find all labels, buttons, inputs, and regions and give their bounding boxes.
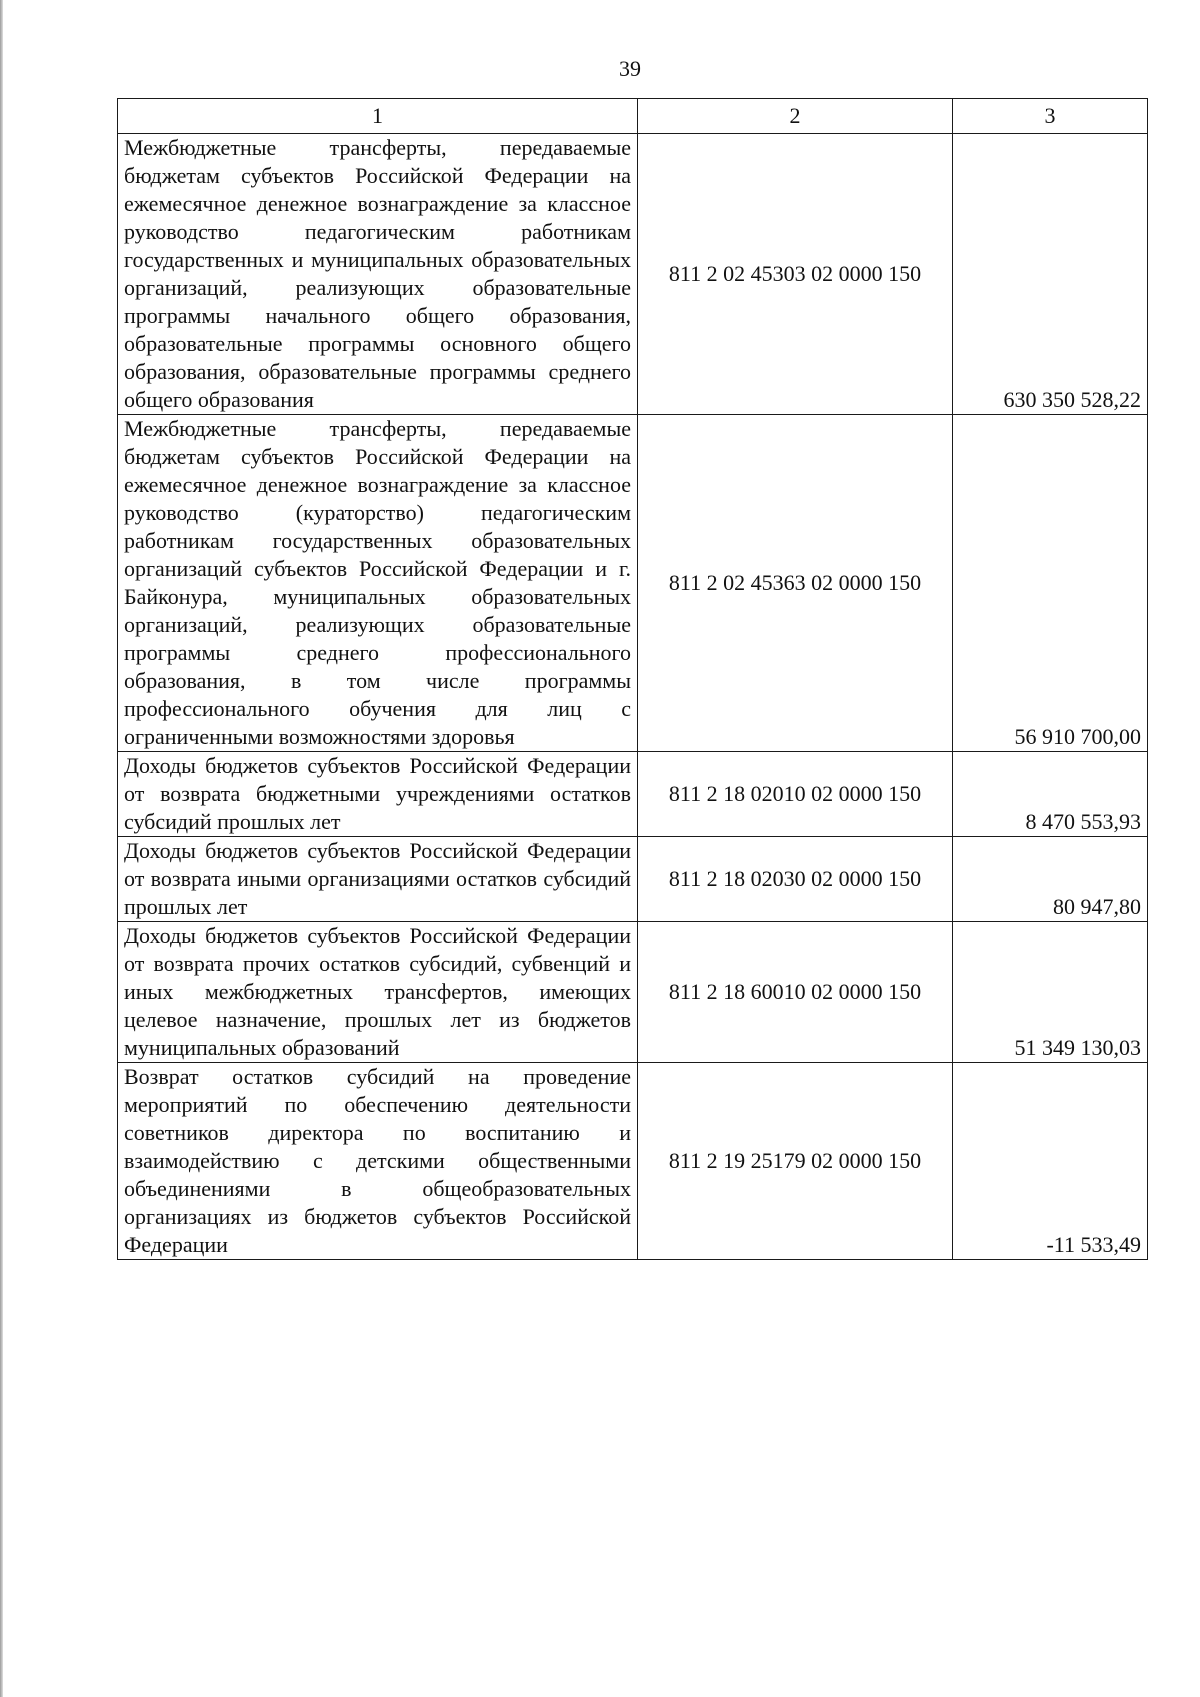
table-row <box>118 837 1148 922</box>
table-row <box>118 922 1148 1063</box>
row-amount: -11 533,49 <box>953 1063 1148 1260</box>
scan-edge <box>0 0 3 1697</box>
row-amount: 51 349 130,03 <box>953 922 1148 1063</box>
row-code: 811 2 18 02010 02 0000 150 <box>638 752 953 837</box>
table-row <box>118 752 1148 837</box>
revenue-table <box>117 98 1148 1260</box>
column-header-1: 1 <box>118 99 638 134</box>
table-row <box>118 1063 1148 1260</box>
row-description: Доходы бюджетов субъектов Российской Федерации от возврата прочих остатков субсидий, субвенций и иных межбюджетных трансфертов, имеющих целевое назначение, прошлых лет из бюджетов муниципальных образований <box>118 922 638 1063</box>
row-description: Межбюджетные трансферты, передаваемые бюджетам субъектов Российской Федерации на ежемесячное денежное вознаграждение за классное руководство педагогическим работникам государственных и муниципальных образовательных организаций, реализующих образовательные программы начального общего образования, образовательные программы основного общего образования, образовательные программы среднего общего образования <box>118 134 638 415</box>
row-amount: 8 470 553,93 <box>953 752 1148 837</box>
row-description: Межбюджетные трансферты, передаваемые бюджетам субъектов Российской Федерации на ежемесячное денежное вознаграждение за классное руководство (кураторство) педагогическим работникам государственных образовательных организаций субъектов Российской Федерации и г. Байконура, муниципальных образовательных организаций, реализующих образовательные программы среднего профессионального образования, в том числе программы профессионального обучения для лиц с ограниченными возможностями здоровья <box>118 415 638 752</box>
row-description: Доходы бюджетов субъектов Российской Федерации от возврата иными организациями остатков субсидий прошлых лет <box>118 837 638 922</box>
row-code: 811 2 18 02030 02 0000 150 <box>638 837 953 922</box>
row-description: Возврат остатков субсидий на проведение мероприятий по обеспечению деятельности советников директора по воспитанию и взаимодействию с детскими общественными объединениями в общеобразовательных организациях из бюджетов субъектов Российской Федерации <box>118 1063 638 1260</box>
row-amount: 630 350 528,22 <box>953 134 1148 415</box>
row-amount: 80 947,80 <box>953 837 1148 922</box>
table-header-row <box>118 99 1148 134</box>
page-number: 39 <box>619 56 641 81</box>
row-code: 811 2 02 45303 02 0000 150 <box>638 134 953 415</box>
column-header-2: 2 <box>638 99 953 134</box>
table-row <box>118 415 1148 752</box>
table-row <box>118 134 1148 415</box>
row-description: Доходы бюджетов субъектов Российской Федерации от возврата бюджетными учреждениями остатков субсидий прошлых лет <box>118 752 638 837</box>
column-header-3: 3 <box>953 99 1148 134</box>
row-code: 811 2 19 25179 02 0000 150 <box>638 1063 953 1260</box>
row-amount: 56 910 700,00 <box>953 415 1148 752</box>
row-code: 811 2 18 60010 02 0000 150 <box>638 922 953 1063</box>
row-code: 811 2 02 45363 02 0000 150 <box>638 415 953 752</box>
